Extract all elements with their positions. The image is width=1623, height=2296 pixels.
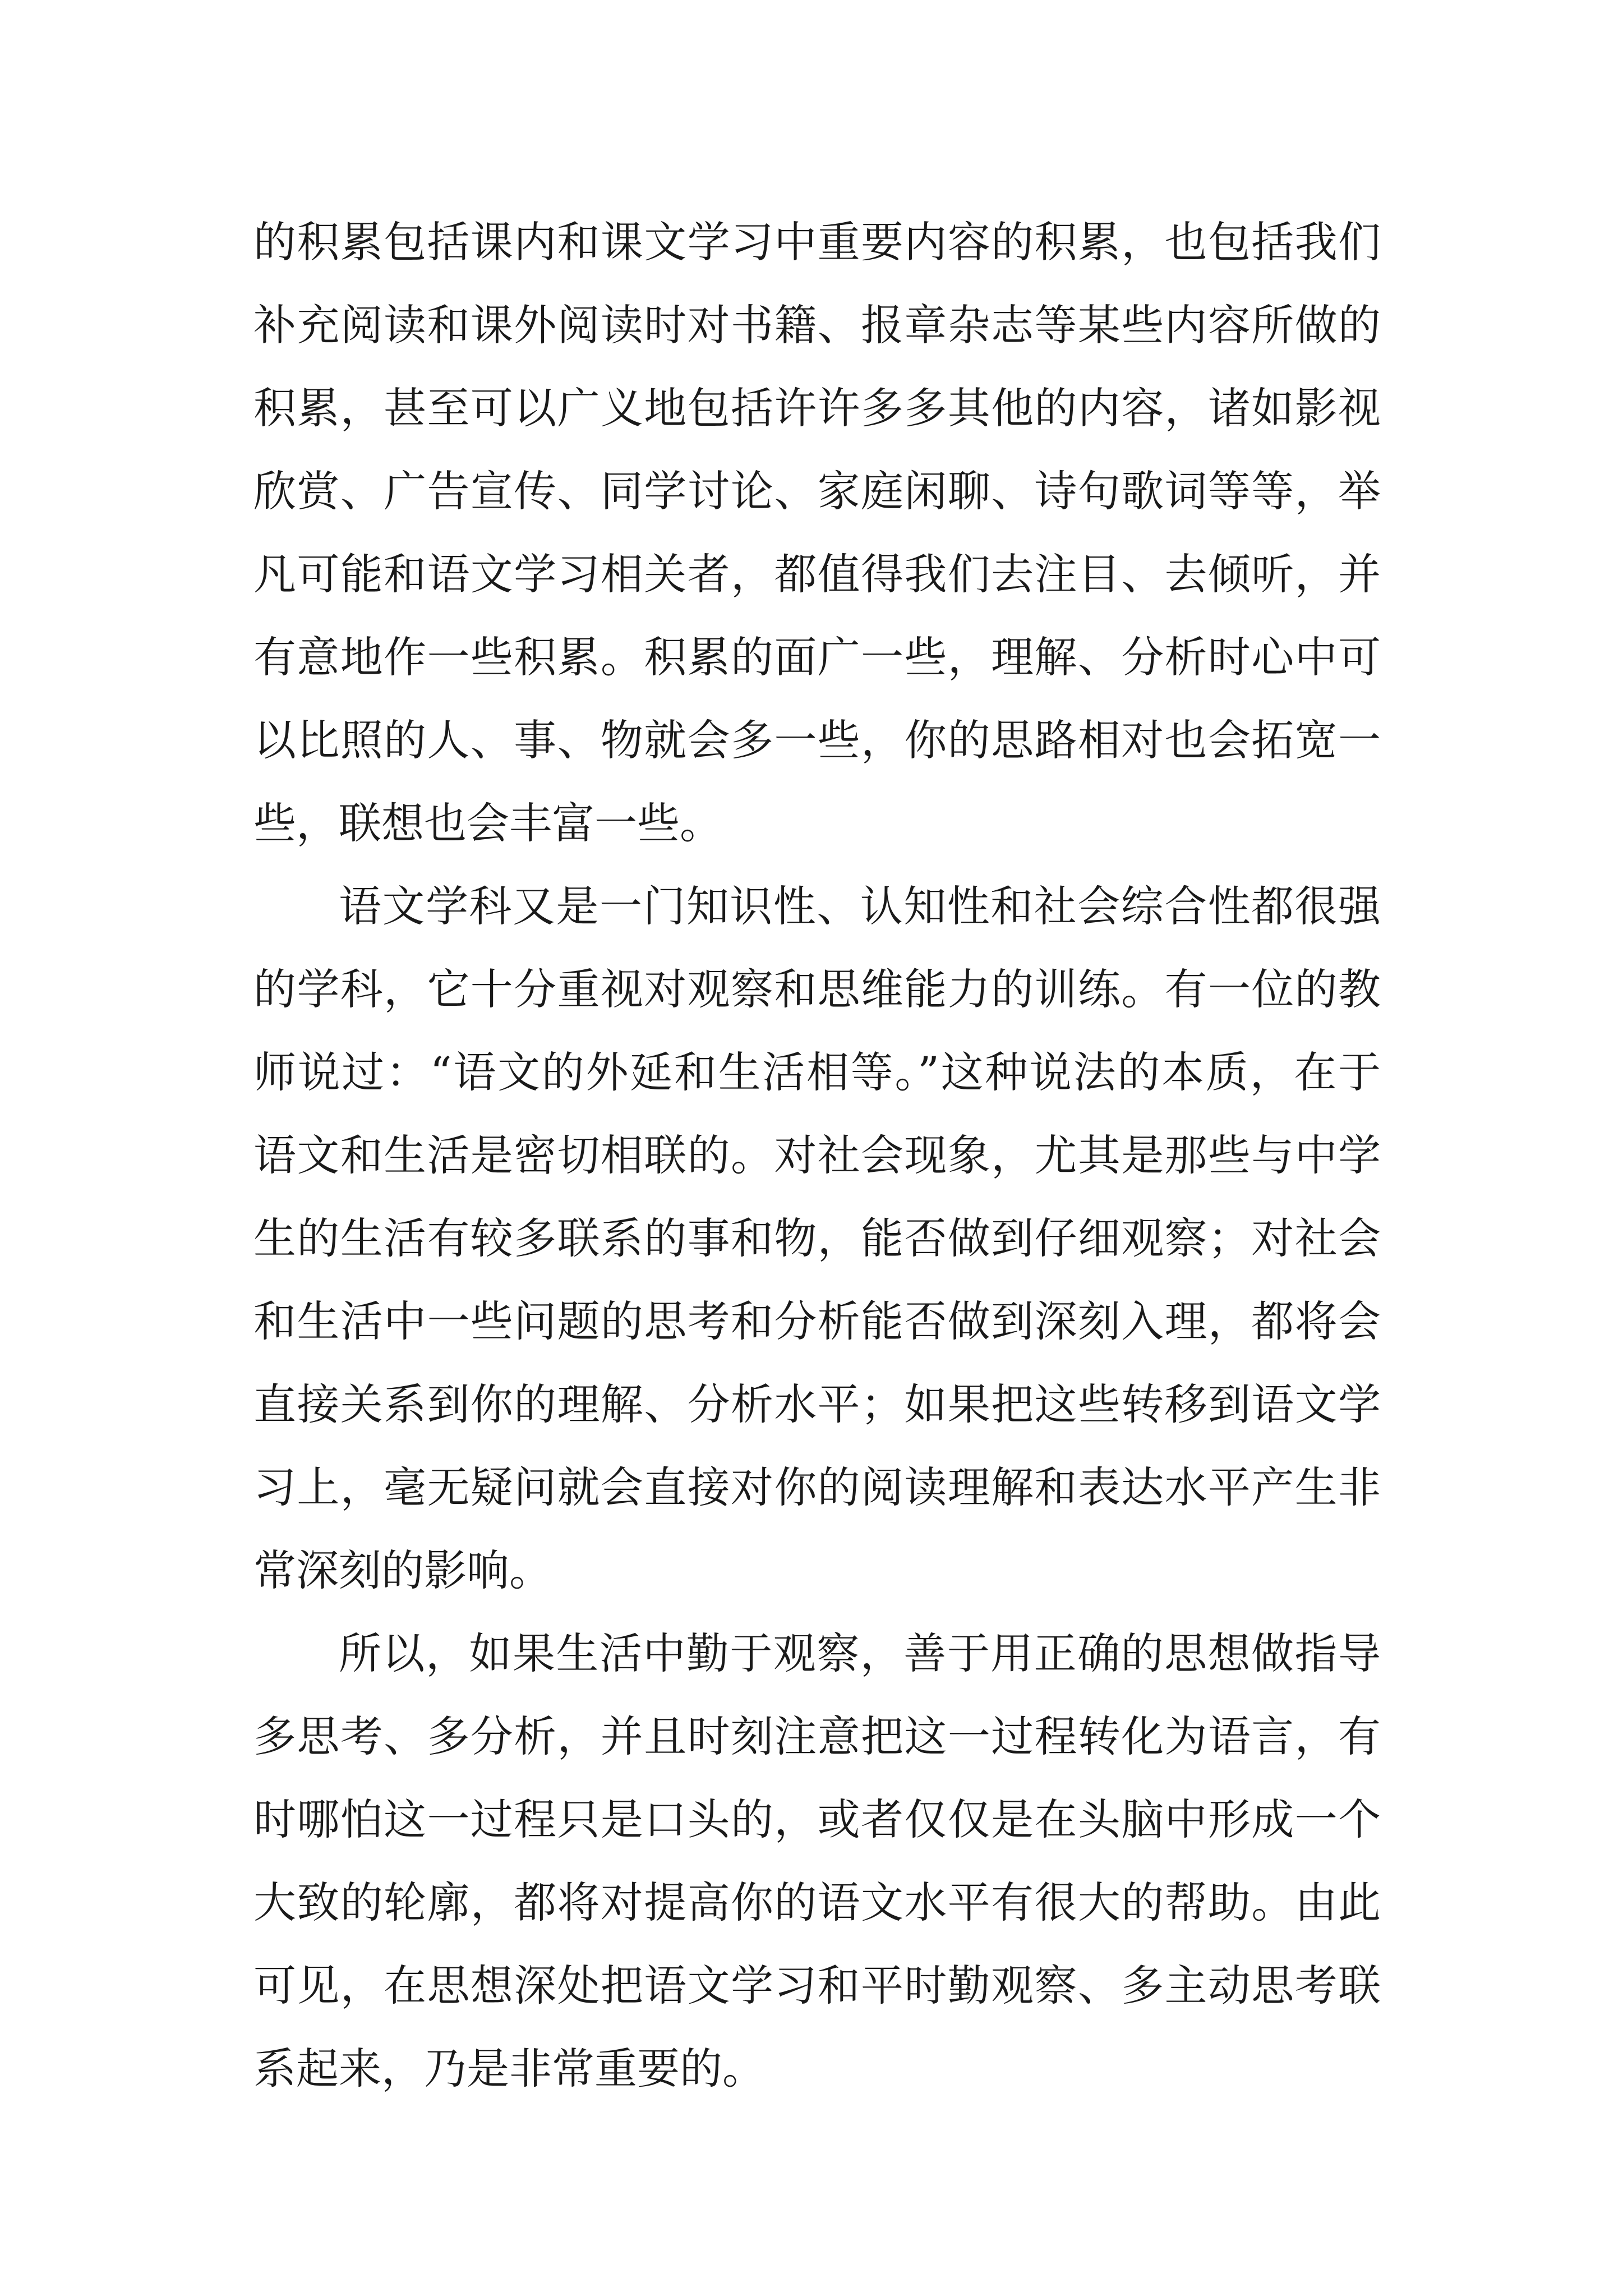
document-body: [253, 201, 1381, 2110]
text-line: 积累，甚至可以广义地包括许许多多其他的内容，诸如影视: [253, 383, 1381, 433]
text-line: 以比照的人、事、物就会多一些，你的思路相对也会拓宽一: [253, 715, 1381, 765]
text-line: 可见，在思想深处把语文学习和平时勤观察、多主动思考联: [253, 1961, 1381, 2010]
text-line: 系起来，乃是非常重要的。: [253, 2044, 765, 2093]
text-line: 有意地作一些积累。积累的面广一些，理解、分析时心中可: [253, 632, 1381, 682]
text-line: 凡可能和语文学习相关者，都值得我们去注目、去倾听，并: [253, 549, 1381, 599]
text-line: 时哪怕这一过程只是口头的，或者仅仅是在头脑中形成一个: [253, 1795, 1381, 1844]
text-line: 欣赏、广告宣传、同学讨论、家庭闲聊、诗句歌词等等，举: [253, 466, 1381, 516]
paragraph-2: [253, 865, 1381, 1612]
text-line: 补充阅读和课外阅读时对书籍、报章杂志等某些内容所做的: [253, 300, 1381, 350]
text-line: 多思考、多分析，并且时刻注意把这一过程转化为语言，有: [253, 1711, 1381, 1761]
text-line: 的积累包括课内和课文学习中重要内容的积累，也包括我们: [253, 217, 1381, 267]
text-line: 生的生活有较多联系的事和物，能否做到仔细观察；对社会: [253, 1213, 1381, 1263]
paragraph-3: [253, 1612, 1381, 2110]
text-line: 的学科，它十分重视对观察和思维能力的训练。有一位的教: [253, 964, 1381, 1014]
text-line: 师说过：“语文的外延和生活相等。”这种说法的本质，在于: [253, 1047, 1381, 1097]
text-line: 所以，如果生活中勤于观察，善于用正确的思想做指导: [339, 1628, 1381, 1678]
text-line: 语文学科又是一门知识性、认知性和社会综合性都很强: [339, 881, 1381, 931]
text-line: 语文和生活是密切相联的。对社会现象，尤其是那些与中学: [253, 1130, 1381, 1180]
text-line: 和生活中一些问题的思考和分析能否做到深刻入理，都将会: [253, 1296, 1381, 1346]
paragraph-1: [253, 201, 1381, 865]
text-line: 直接关系到你的理解、分析水平；如果把这些转移到语文学: [253, 1379, 1381, 1429]
text-line: 常深刻的影响。: [253, 1545, 552, 1595]
text-line: 些，联想也会丰富一些。: [253, 798, 722, 848]
text-line: 大致的轮廓，都将对提高你的语文水平有很大的帮助。由此: [253, 1878, 1381, 1927]
text-line: 习上，毫无疑问就会直接对你的阅读理解和表达水平产生非: [253, 1462, 1381, 1512]
